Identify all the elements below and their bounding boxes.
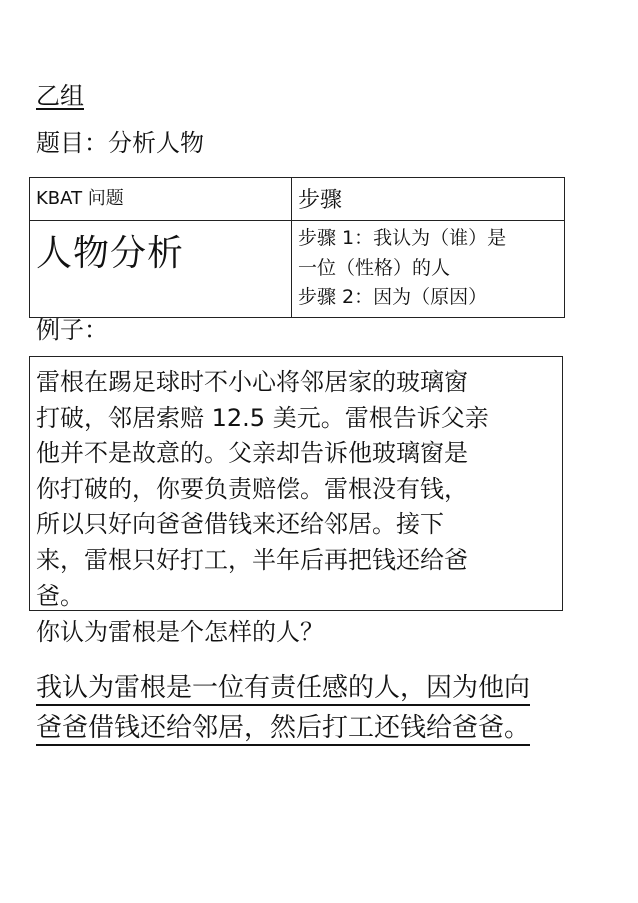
story-line: 你打破的，你要负责赔偿。雷根没有钱， xyxy=(36,474,468,503)
story-line: 他并不是故意的。父亲却告诉他玻璃窗是 xyxy=(36,439,468,468)
answer-block xyxy=(36,668,530,748)
question-text: 你认为雷根是个怎样的人？ xyxy=(36,618,324,646)
page-title: 题目：分析人物 xyxy=(36,129,204,157)
kbat-question-header: KBAT 问题 xyxy=(30,178,292,221)
group-label: 乙组 xyxy=(36,82,84,110)
example-label: 例子： xyxy=(36,316,108,344)
answer-line: 我认为雷根是一位有责任感的人，因为他向 xyxy=(36,673,530,706)
step-line: 一位（性格）的人 xyxy=(298,256,451,279)
step-line: 步骤 2：因为（原因） xyxy=(298,286,488,308)
step-line: 步骤 1：我认为（谁）是 xyxy=(298,227,507,249)
answer-line: 爸爸借钱还给邻居，然后打工还钱给爸爸。 xyxy=(36,713,530,746)
story-line: 打破，邻居索赔 12.5 美元。雷根告诉父亲 xyxy=(36,403,489,432)
steps-cell xyxy=(292,221,565,318)
steps-header: 步骤 xyxy=(292,178,565,221)
kbat-header-row xyxy=(30,178,565,221)
kbat-table xyxy=(29,177,565,318)
example-story-box xyxy=(29,356,563,611)
story-line: 来，雷根只好打工，半年后再把钱还给爸 xyxy=(36,545,468,574)
kbat-body-row xyxy=(30,221,565,318)
story-line: 雷根在踢足球时不小心将邻居家的玻璃窗 xyxy=(36,368,468,396)
story-line: 所以只好向爸爸借钱来还给邻居。接下 xyxy=(36,510,444,539)
topic-cell: 人物分析 xyxy=(30,221,292,318)
story-line: 爸。 xyxy=(36,581,84,610)
